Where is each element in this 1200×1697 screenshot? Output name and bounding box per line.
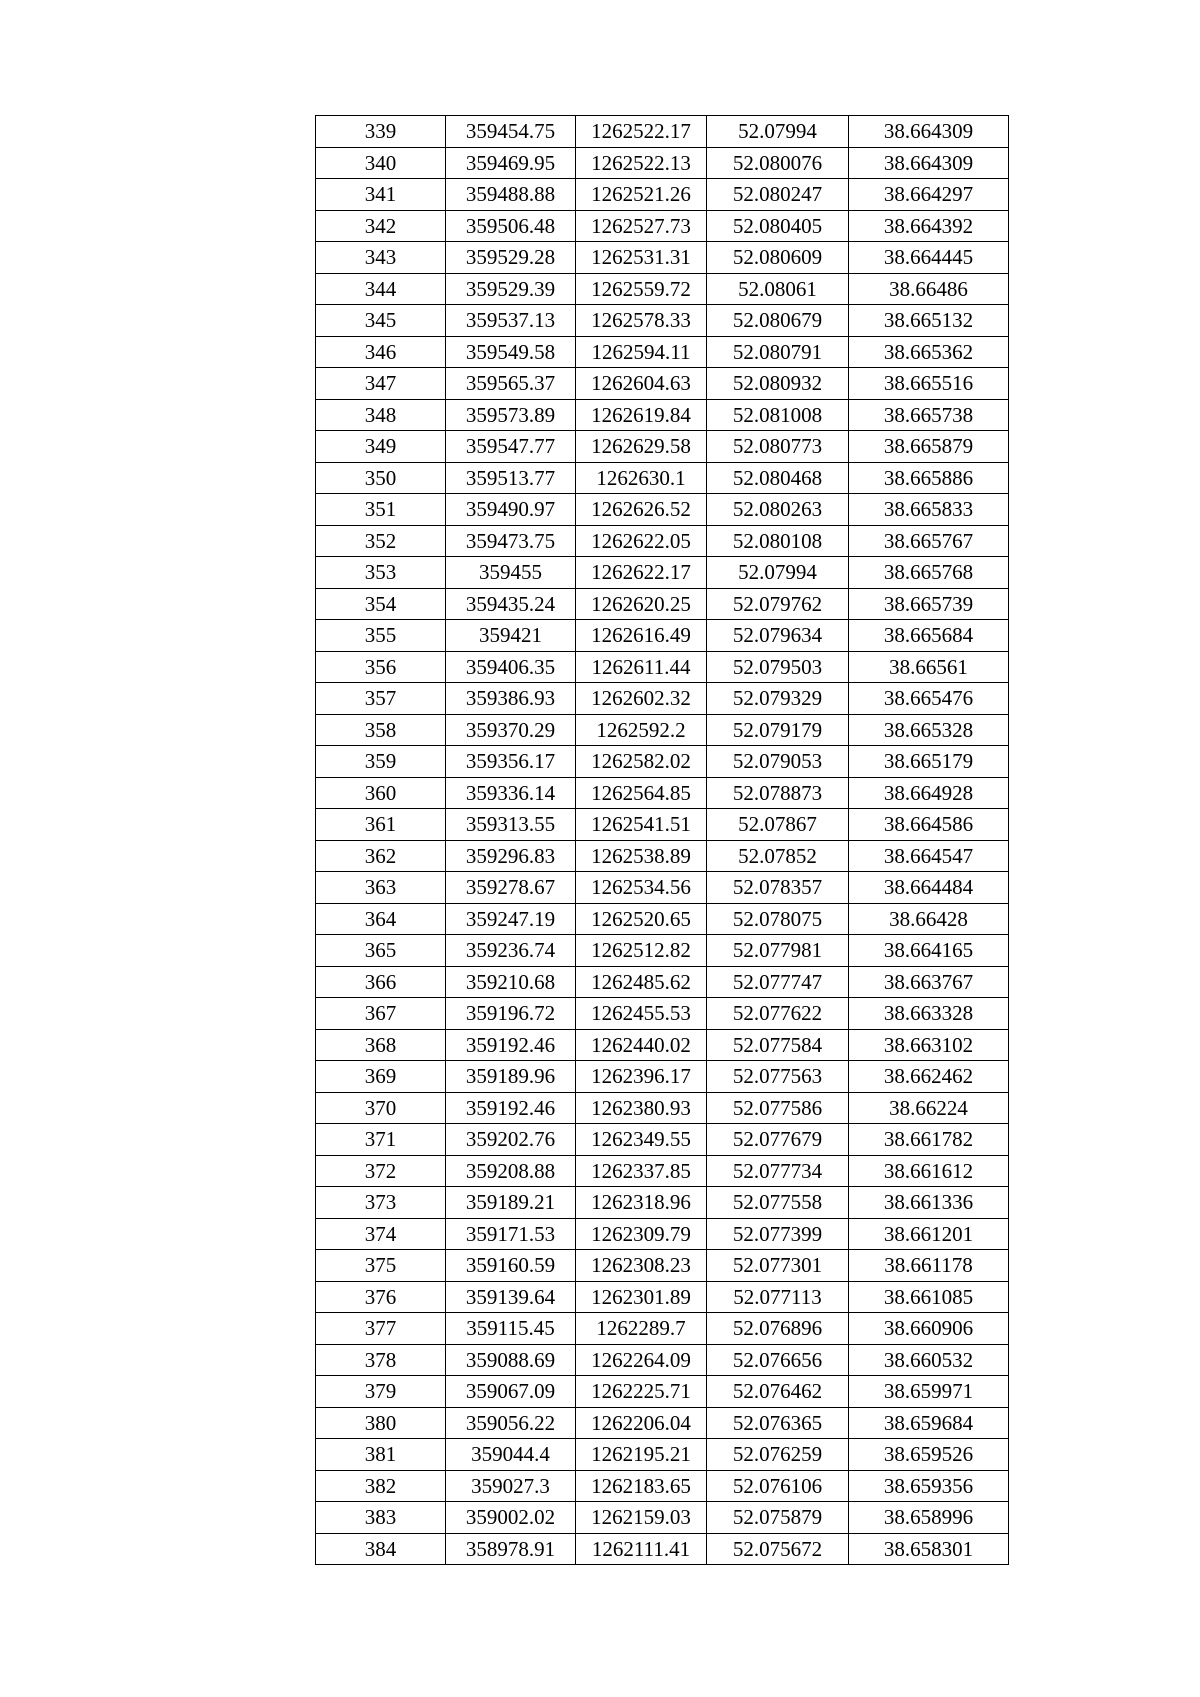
latitude-cell: 38.665328 xyxy=(849,714,1009,746)
longitude-cell: 52.076259 xyxy=(707,1439,849,1471)
latitude-cell: 38.66486 xyxy=(849,273,1009,305)
table-row xyxy=(316,651,1009,683)
point-number-cell: 379 xyxy=(316,1376,446,1408)
y-coordinate-cell: 1262534.56 xyxy=(576,872,707,904)
table-row xyxy=(316,116,1009,148)
x-coordinate-cell: 359192.46 xyxy=(446,1092,576,1124)
latitude-cell: 38.659356 xyxy=(849,1470,1009,1502)
y-coordinate-cell: 1262629.58 xyxy=(576,431,707,463)
latitude-cell: 38.661612 xyxy=(849,1155,1009,1187)
table-row xyxy=(316,935,1009,967)
table-row xyxy=(316,210,1009,242)
x-coordinate-cell: 359529.39 xyxy=(446,273,576,305)
y-coordinate-cell: 1262630.1 xyxy=(576,462,707,494)
table-row xyxy=(316,557,1009,589)
latitude-cell: 38.664392 xyxy=(849,210,1009,242)
x-coordinate-cell: 359196.72 xyxy=(446,998,576,1030)
y-coordinate-cell: 1262578.33 xyxy=(576,305,707,337)
point-number-cell: 359 xyxy=(316,746,446,778)
table-row xyxy=(316,1470,1009,1502)
x-coordinate-cell: 359529.28 xyxy=(446,242,576,274)
latitude-cell: 38.665516 xyxy=(849,368,1009,400)
latitude-cell: 38.661201 xyxy=(849,1218,1009,1250)
point-number-cell: 348 xyxy=(316,399,446,431)
longitude-cell: 52.077981 xyxy=(707,935,849,967)
longitude-cell: 52.076462 xyxy=(707,1376,849,1408)
latitude-cell: 38.665179 xyxy=(849,746,1009,778)
table-row xyxy=(316,1218,1009,1250)
latitude-cell: 38.665362 xyxy=(849,336,1009,368)
point-number-cell: 340 xyxy=(316,147,446,179)
table-row xyxy=(316,305,1009,337)
x-coordinate-cell: 359139.64 xyxy=(446,1281,576,1313)
table-row xyxy=(316,1344,1009,1376)
x-coordinate-cell: 359202.76 xyxy=(446,1124,576,1156)
latitude-cell: 38.661085 xyxy=(849,1281,1009,1313)
table-row xyxy=(316,1155,1009,1187)
longitude-cell: 52.080263 xyxy=(707,494,849,526)
longitude-cell: 52.080247 xyxy=(707,179,849,211)
x-coordinate-cell: 359208.88 xyxy=(446,1155,576,1187)
table-row xyxy=(316,903,1009,935)
point-number-cell: 354 xyxy=(316,588,446,620)
x-coordinate-cell: 359435.24 xyxy=(446,588,576,620)
point-number-cell: 372 xyxy=(316,1155,446,1187)
table-row xyxy=(316,1281,1009,1313)
point-number-cell: 344 xyxy=(316,273,446,305)
y-coordinate-cell: 1262264.09 xyxy=(576,1344,707,1376)
latitude-cell: 38.66561 xyxy=(849,651,1009,683)
coordinate-table xyxy=(315,115,1009,1565)
table-row xyxy=(316,242,1009,274)
x-coordinate-cell: 359236.74 xyxy=(446,935,576,967)
longitude-cell: 52.077734 xyxy=(707,1155,849,1187)
y-coordinate-cell: 1262559.72 xyxy=(576,273,707,305)
x-coordinate-cell: 359370.29 xyxy=(446,714,576,746)
point-number-cell: 368 xyxy=(316,1029,446,1061)
longitude-cell: 52.08061 xyxy=(707,273,849,305)
table-row xyxy=(316,1124,1009,1156)
latitude-cell: 38.664445 xyxy=(849,242,1009,274)
latitude-cell: 38.66428 xyxy=(849,903,1009,935)
table-row xyxy=(316,431,1009,463)
table-row xyxy=(316,399,1009,431)
x-coordinate-cell: 359044.4 xyxy=(446,1439,576,1471)
point-number-cell: 380 xyxy=(316,1407,446,1439)
latitude-cell: 38.665738 xyxy=(849,399,1009,431)
latitude-cell: 38.665739 xyxy=(849,588,1009,620)
table-row xyxy=(316,714,1009,746)
longitude-cell: 52.079634 xyxy=(707,620,849,652)
table-row xyxy=(316,494,1009,526)
longitude-cell: 52.080791 xyxy=(707,336,849,368)
x-coordinate-cell: 359088.69 xyxy=(446,1344,576,1376)
y-coordinate-cell: 1262626.52 xyxy=(576,494,707,526)
point-number-cell: 345 xyxy=(316,305,446,337)
x-coordinate-cell: 359454.75 xyxy=(446,116,576,148)
longitude-cell: 52.080773 xyxy=(707,431,849,463)
longitude-cell: 52.077679 xyxy=(707,1124,849,1156)
x-coordinate-cell: 359210.68 xyxy=(446,966,576,998)
latitude-cell: 38.662462 xyxy=(849,1061,1009,1093)
table-row xyxy=(316,336,1009,368)
longitude-cell: 52.075672 xyxy=(707,1533,849,1565)
table-row xyxy=(316,368,1009,400)
latitude-cell: 38.664547 xyxy=(849,840,1009,872)
x-coordinate-cell: 359549.58 xyxy=(446,336,576,368)
latitude-cell: 38.664297 xyxy=(849,179,1009,211)
x-coordinate-cell: 359455 xyxy=(446,557,576,589)
table-row xyxy=(316,809,1009,841)
x-coordinate-cell: 359573.89 xyxy=(446,399,576,431)
point-number-cell: 381 xyxy=(316,1439,446,1471)
table-row xyxy=(316,462,1009,494)
x-coordinate-cell: 359247.19 xyxy=(446,903,576,935)
x-coordinate-cell: 359406.35 xyxy=(446,651,576,683)
latitude-cell: 38.664484 xyxy=(849,872,1009,904)
x-coordinate-cell: 359488.88 xyxy=(446,179,576,211)
table-row xyxy=(316,147,1009,179)
x-coordinate-cell: 359171.53 xyxy=(446,1218,576,1250)
y-coordinate-cell: 1262308.23 xyxy=(576,1250,707,1282)
point-number-cell: 350 xyxy=(316,462,446,494)
y-coordinate-cell: 1262301.89 xyxy=(576,1281,707,1313)
table-row xyxy=(316,872,1009,904)
table-row xyxy=(316,1439,1009,1471)
latitude-cell: 38.659526 xyxy=(849,1439,1009,1471)
longitude-cell: 52.076896 xyxy=(707,1313,849,1345)
y-coordinate-cell: 1262337.85 xyxy=(576,1155,707,1187)
latitude-cell: 38.664928 xyxy=(849,777,1009,809)
latitude-cell: 38.659684 xyxy=(849,1407,1009,1439)
y-coordinate-cell: 1262183.65 xyxy=(576,1470,707,1502)
longitude-cell: 52.079503 xyxy=(707,651,849,683)
y-coordinate-cell: 1262611.44 xyxy=(576,651,707,683)
x-coordinate-cell: 359356.17 xyxy=(446,746,576,778)
latitude-cell: 38.665833 xyxy=(849,494,1009,526)
point-number-cell: 361 xyxy=(316,809,446,841)
y-coordinate-cell: 1262309.79 xyxy=(576,1218,707,1250)
longitude-cell: 52.081008 xyxy=(707,399,849,431)
table-row xyxy=(316,1092,1009,1124)
point-number-cell: 347 xyxy=(316,368,446,400)
y-coordinate-cell: 1262512.82 xyxy=(576,935,707,967)
longitude-cell: 52.078075 xyxy=(707,903,849,935)
y-coordinate-cell: 1262616.49 xyxy=(576,620,707,652)
x-coordinate-cell: 359115.45 xyxy=(446,1313,576,1345)
y-coordinate-cell: 1262206.04 xyxy=(576,1407,707,1439)
point-number-cell: 376 xyxy=(316,1281,446,1313)
table-row xyxy=(316,1029,1009,1061)
y-coordinate-cell: 1262195.21 xyxy=(576,1439,707,1471)
x-coordinate-cell: 359313.55 xyxy=(446,809,576,841)
y-coordinate-cell: 1262289.7 xyxy=(576,1313,707,1345)
longitude-cell: 52.077586 xyxy=(707,1092,849,1124)
x-coordinate-cell: 359469.95 xyxy=(446,147,576,179)
latitude-cell: 38.665684 xyxy=(849,620,1009,652)
table-row xyxy=(316,840,1009,872)
latitude-cell: 38.664309 xyxy=(849,147,1009,179)
longitude-cell: 52.077622 xyxy=(707,998,849,1030)
point-number-cell: 367 xyxy=(316,998,446,1030)
x-coordinate-cell: 359506.48 xyxy=(446,210,576,242)
y-coordinate-cell: 1262622.17 xyxy=(576,557,707,589)
latitude-cell: 38.664586 xyxy=(849,809,1009,841)
point-number-cell: 369 xyxy=(316,1061,446,1093)
y-coordinate-cell: 1262318.96 xyxy=(576,1187,707,1219)
latitude-cell: 38.665767 xyxy=(849,525,1009,557)
latitude-cell: 38.665132 xyxy=(849,305,1009,337)
table-row xyxy=(316,620,1009,652)
point-number-cell: 365 xyxy=(316,935,446,967)
y-coordinate-cell: 1262602.32 xyxy=(576,683,707,715)
x-coordinate-cell: 359513.77 xyxy=(446,462,576,494)
longitude-cell: 52.077399 xyxy=(707,1218,849,1250)
y-coordinate-cell: 1262520.65 xyxy=(576,903,707,935)
y-coordinate-cell: 1262440.02 xyxy=(576,1029,707,1061)
longitude-cell: 52.077301 xyxy=(707,1250,849,1282)
point-number-cell: 382 xyxy=(316,1470,446,1502)
table-row xyxy=(316,1061,1009,1093)
longitude-cell: 52.077563 xyxy=(707,1061,849,1093)
longitude-cell: 52.077584 xyxy=(707,1029,849,1061)
y-coordinate-cell: 1262522.13 xyxy=(576,147,707,179)
point-number-cell: 383 xyxy=(316,1502,446,1534)
x-coordinate-cell: 359565.37 xyxy=(446,368,576,400)
table-row xyxy=(316,273,1009,305)
table-row xyxy=(316,1250,1009,1282)
longitude-cell: 52.080108 xyxy=(707,525,849,557)
table-row xyxy=(316,1376,1009,1408)
y-coordinate-cell: 1262594.11 xyxy=(576,336,707,368)
longitude-cell: 52.080076 xyxy=(707,147,849,179)
y-coordinate-cell: 1262592.2 xyxy=(576,714,707,746)
latitude-cell: 38.664165 xyxy=(849,935,1009,967)
y-coordinate-cell: 1262349.55 xyxy=(576,1124,707,1156)
latitude-cell: 38.665886 xyxy=(849,462,1009,494)
x-coordinate-cell: 359160.59 xyxy=(446,1250,576,1282)
longitude-cell: 52.077747 xyxy=(707,966,849,998)
x-coordinate-cell: 359056.22 xyxy=(446,1407,576,1439)
latitude-cell: 38.663102 xyxy=(849,1029,1009,1061)
longitude-cell: 52.076106 xyxy=(707,1470,849,1502)
latitude-cell: 38.66224 xyxy=(849,1092,1009,1124)
latitude-cell: 38.663767 xyxy=(849,966,1009,998)
point-number-cell: 343 xyxy=(316,242,446,274)
longitude-cell: 52.077558 xyxy=(707,1187,849,1219)
table-row xyxy=(316,966,1009,998)
y-coordinate-cell: 1262531.31 xyxy=(576,242,707,274)
x-coordinate-cell: 359547.77 xyxy=(446,431,576,463)
table-row xyxy=(316,683,1009,715)
x-coordinate-cell: 359296.83 xyxy=(446,840,576,872)
longitude-cell: 52.080679 xyxy=(707,305,849,337)
longitude-cell: 52.078357 xyxy=(707,872,849,904)
latitude-cell: 38.661782 xyxy=(849,1124,1009,1156)
point-number-cell: 371 xyxy=(316,1124,446,1156)
y-coordinate-cell: 1262159.03 xyxy=(576,1502,707,1534)
point-number-cell: 374 xyxy=(316,1218,446,1250)
point-number-cell: 341 xyxy=(316,179,446,211)
x-coordinate-cell: 359192.46 xyxy=(446,1029,576,1061)
table-row xyxy=(316,746,1009,778)
y-coordinate-cell: 1262564.85 xyxy=(576,777,707,809)
y-coordinate-cell: 1262455.53 xyxy=(576,998,707,1030)
latitude-cell: 38.660532 xyxy=(849,1344,1009,1376)
longitude-cell: 52.07867 xyxy=(707,809,849,841)
table-row xyxy=(316,179,1009,211)
point-number-cell: 351 xyxy=(316,494,446,526)
longitude-cell: 52.080609 xyxy=(707,242,849,274)
longitude-cell: 52.07994 xyxy=(707,557,849,589)
longitude-cell: 52.077113 xyxy=(707,1281,849,1313)
longitude-cell: 52.07994 xyxy=(707,116,849,148)
y-coordinate-cell: 1262111.41 xyxy=(576,1533,707,1565)
longitude-cell: 52.079329 xyxy=(707,683,849,715)
y-coordinate-cell: 1262620.25 xyxy=(576,588,707,620)
point-number-cell: 364 xyxy=(316,903,446,935)
x-coordinate-cell: 359490.97 xyxy=(446,494,576,526)
y-coordinate-cell: 1262622.05 xyxy=(576,525,707,557)
point-number-cell: 378 xyxy=(316,1344,446,1376)
latitude-cell: 38.660906 xyxy=(849,1313,1009,1345)
point-number-cell: 355 xyxy=(316,620,446,652)
point-number-cell: 349 xyxy=(316,431,446,463)
x-coordinate-cell: 359421 xyxy=(446,620,576,652)
x-coordinate-cell: 359189.96 xyxy=(446,1061,576,1093)
table-row xyxy=(316,1502,1009,1534)
latitude-cell: 38.665476 xyxy=(849,683,1009,715)
x-coordinate-cell: 359002.02 xyxy=(446,1502,576,1534)
x-coordinate-cell: 358978.91 xyxy=(446,1533,576,1565)
x-coordinate-cell: 359067.09 xyxy=(446,1376,576,1408)
longitude-cell: 52.07852 xyxy=(707,840,849,872)
y-coordinate-cell: 1262527.73 xyxy=(576,210,707,242)
longitude-cell: 52.080932 xyxy=(707,368,849,400)
y-coordinate-cell: 1262582.02 xyxy=(576,746,707,778)
point-number-cell: 360 xyxy=(316,777,446,809)
point-number-cell: 384 xyxy=(316,1533,446,1565)
point-number-cell: 370 xyxy=(316,1092,446,1124)
y-coordinate-cell: 1262541.51 xyxy=(576,809,707,841)
longitude-cell: 52.080405 xyxy=(707,210,849,242)
table-row xyxy=(316,1313,1009,1345)
y-coordinate-cell: 1262521.26 xyxy=(576,179,707,211)
longitude-cell: 52.076656 xyxy=(707,1344,849,1376)
point-number-cell: 377 xyxy=(316,1313,446,1345)
x-coordinate-cell: 359278.67 xyxy=(446,872,576,904)
y-coordinate-cell: 1262522.17 xyxy=(576,116,707,148)
latitude-cell: 38.665879 xyxy=(849,431,1009,463)
latitude-cell: 38.658301 xyxy=(849,1533,1009,1565)
point-number-cell: 357 xyxy=(316,683,446,715)
point-number-cell: 366 xyxy=(316,966,446,998)
point-number-cell: 352 xyxy=(316,525,446,557)
point-number-cell: 353 xyxy=(316,557,446,589)
point-number-cell: 346 xyxy=(316,336,446,368)
point-number-cell: 358 xyxy=(316,714,446,746)
longitude-cell: 52.079762 xyxy=(707,588,849,620)
y-coordinate-cell: 1262485.62 xyxy=(576,966,707,998)
latitude-cell: 38.658996 xyxy=(849,1502,1009,1534)
longitude-cell: 52.075879 xyxy=(707,1502,849,1534)
table-row xyxy=(316,588,1009,620)
table-row xyxy=(316,1187,1009,1219)
x-coordinate-cell: 359473.75 xyxy=(446,525,576,557)
latitude-cell: 38.659971 xyxy=(849,1376,1009,1408)
x-coordinate-cell: 359189.21 xyxy=(446,1187,576,1219)
longitude-cell: 52.079053 xyxy=(707,746,849,778)
longitude-cell: 52.080468 xyxy=(707,462,849,494)
longitude-cell: 52.076365 xyxy=(707,1407,849,1439)
latitude-cell: 38.663328 xyxy=(849,998,1009,1030)
latitude-cell: 38.664309 xyxy=(849,116,1009,148)
point-number-cell: 356 xyxy=(316,651,446,683)
x-coordinate-cell: 359336.14 xyxy=(446,777,576,809)
point-number-cell: 375 xyxy=(316,1250,446,1282)
y-coordinate-cell: 1262225.71 xyxy=(576,1376,707,1408)
table-row xyxy=(316,998,1009,1030)
latitude-cell: 38.661178 xyxy=(849,1250,1009,1282)
point-number-cell: 339 xyxy=(316,116,446,148)
point-number-cell: 373 xyxy=(316,1187,446,1219)
latitude-cell: 38.665768 xyxy=(849,557,1009,589)
x-coordinate-cell: 359386.93 xyxy=(446,683,576,715)
y-coordinate-cell: 1262604.63 xyxy=(576,368,707,400)
table-row xyxy=(316,1407,1009,1439)
point-number-cell: 363 xyxy=(316,872,446,904)
x-coordinate-cell: 359027.3 xyxy=(446,1470,576,1502)
x-coordinate-cell: 359537.13 xyxy=(446,305,576,337)
point-number-cell: 362 xyxy=(316,840,446,872)
y-coordinate-cell: 1262619.84 xyxy=(576,399,707,431)
longitude-cell: 52.078873 xyxy=(707,777,849,809)
table-row xyxy=(316,777,1009,809)
latitude-cell: 38.661336 xyxy=(849,1187,1009,1219)
y-coordinate-cell: 1262396.17 xyxy=(576,1061,707,1093)
table-row xyxy=(316,525,1009,557)
table-row xyxy=(316,1533,1009,1565)
point-number-cell: 342 xyxy=(316,210,446,242)
y-coordinate-cell: 1262538.89 xyxy=(576,840,707,872)
coordinate-table-body xyxy=(316,116,1009,1565)
y-coordinate-cell: 1262380.93 xyxy=(576,1092,707,1124)
longitude-cell: 52.079179 xyxy=(707,714,849,746)
